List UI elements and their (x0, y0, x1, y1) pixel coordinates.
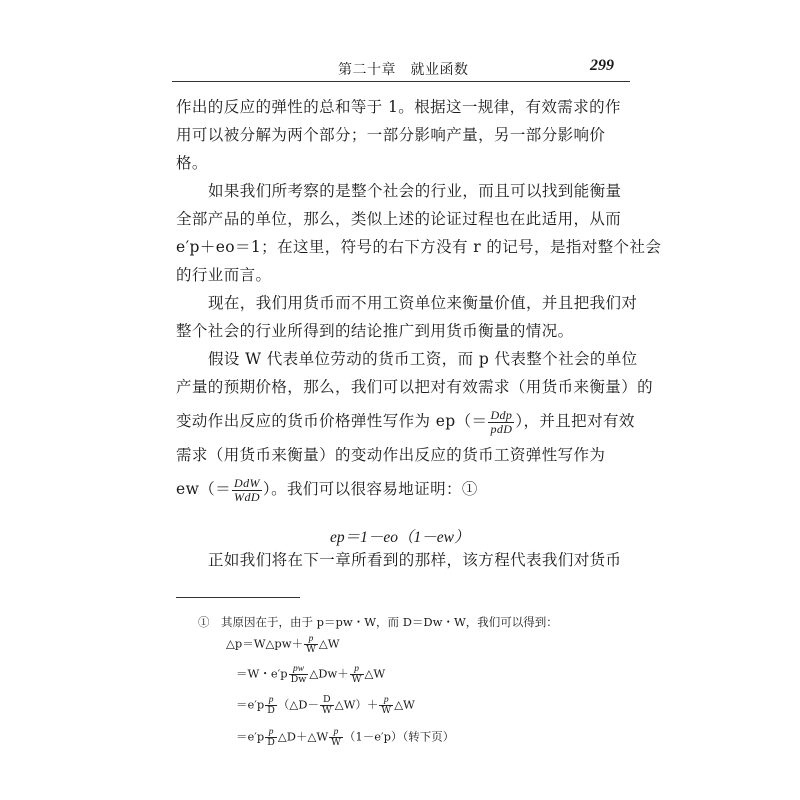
fraction-numerator: DdW (234, 475, 260, 490)
fraction (232, 477, 262, 504)
display-equation: ep＝1－eo（1－ew） (330, 529, 470, 546)
equation-segment: （1－e′p）（转下页） (343, 729, 455, 744)
fraction-denominator: D (267, 705, 275, 716)
footnote-equation (226, 634, 340, 655)
fraction-denominator: Dw (290, 674, 307, 685)
text-segment: 变动作出反应的货币价格弹性写作为 ep（＝ (176, 412, 488, 430)
text-line-with-fraction (176, 469, 620, 509)
fraction-denominator: W (321, 705, 332, 716)
footnote-equation (236, 695, 415, 716)
text-line: 假设 W 代表单位劳动的货币工资，而 p 代表整个社会的单位 (208, 350, 638, 368)
text-line: 需求（用货币来衡量）的变动作出反应的货币工资弹性写作为 (176, 446, 606, 464)
fraction-numerator: pw (289, 664, 309, 675)
equation-segment: △p＝W△pw＋ (226, 636, 304, 651)
fraction (304, 634, 318, 655)
footnote-equation (236, 727, 454, 748)
fraction-numerator: p (350, 664, 364, 675)
fraction (265, 695, 277, 716)
main-text (176, 93, 662, 509)
chapter-title: 第二十章 就业函数 (338, 62, 469, 78)
fraction-numerator: p (265, 695, 277, 706)
equation-segment: △D＋△W (277, 729, 329, 744)
text-line-with-fraction (176, 401, 635, 441)
text-segment: ），并且把对有效 (515, 412, 635, 430)
fraction-denominator: D (267, 737, 275, 748)
fraction (329, 727, 343, 748)
text-line: 正如我们将在下一章所看到的那样，该方程代表我们对货币 (208, 551, 622, 569)
footnote-intro: ① 其原因在于，由于 p＝pw・W，而 D＝Dw・W，我们可以得到： (198, 615, 558, 629)
fraction-numerator: p (329, 727, 343, 738)
fraction-numerator: Ddp (490, 407, 513, 422)
fraction (265, 727, 277, 748)
fraction (320, 695, 334, 716)
fraction-denominator: W (381, 705, 392, 716)
fraction-numerator: D (320, 695, 334, 706)
fraction-denominator: pdD (490, 421, 513, 436)
equation-segment: ＝e′p (236, 697, 265, 712)
fraction-denominator: WdD (234, 489, 260, 504)
header-rule (172, 81, 630, 82)
fraction-numerator: p (379, 695, 393, 706)
fraction-denominator: W (331, 737, 341, 748)
fraction-denominator: W (351, 674, 362, 685)
text-line: 现在，我们用货币而不用工资单位来衡量价值，并且把我们对 (208, 294, 638, 312)
text-line: 用可以被分解为两个部分；一部分影响产量，另一部分影响价 (176, 126, 606, 144)
text-line: 的行业而言。 (176, 266, 272, 284)
equation-segment: △Dw＋ (309, 666, 349, 681)
footnote-equation (236, 664, 385, 685)
text-segment: ）。我们可以很容易地证明：① (262, 480, 478, 498)
fraction (379, 695, 393, 716)
footnote-rule (176, 597, 300, 598)
equation-segment: △W (394, 697, 415, 712)
equation-segment: （△D－ (277, 697, 319, 712)
page-number: 299 (590, 57, 614, 74)
text-line: 格。 (176, 154, 208, 172)
fraction (350, 664, 364, 685)
fraction-numerator: p (265, 727, 277, 738)
fraction-numerator: p (304, 634, 318, 645)
equation-segment: △W (318, 636, 340, 651)
text-line: 整个社会的行业所得到的结论推广到用货币衡量的情况。 (176, 322, 574, 340)
fraction (289, 664, 309, 685)
fraction (488, 409, 514, 436)
fraction-denominator: W (306, 644, 316, 655)
text-line: 产量的预期价格，那么，我们可以把对有效需求（用货币来衡量）的 (176, 378, 654, 396)
equation-segment: ＝e′p (236, 729, 265, 744)
text-line: e′p＋eo＝1；在这里，符号的右下方没有 r 的记号，是指对整个社会 (176, 238, 662, 256)
text-line: 全部产品的单位，那么，类似上述的论证过程也在此适用，从而 (176, 210, 622, 228)
equation-segment: ＝W・e′p (236, 666, 288, 681)
equation-segment: △W (364, 666, 386, 681)
text-segment: ew（＝ (176, 480, 232, 498)
equation-segment: △W）＋ (334, 697, 379, 712)
text-line: 如果我们所考察的是整个社会的行业，而且可以找到能衡量 (208, 182, 622, 200)
text-line: 作出的反应的弹性的总和等于 1。根据这一规律，有效需求的作 (176, 98, 621, 116)
